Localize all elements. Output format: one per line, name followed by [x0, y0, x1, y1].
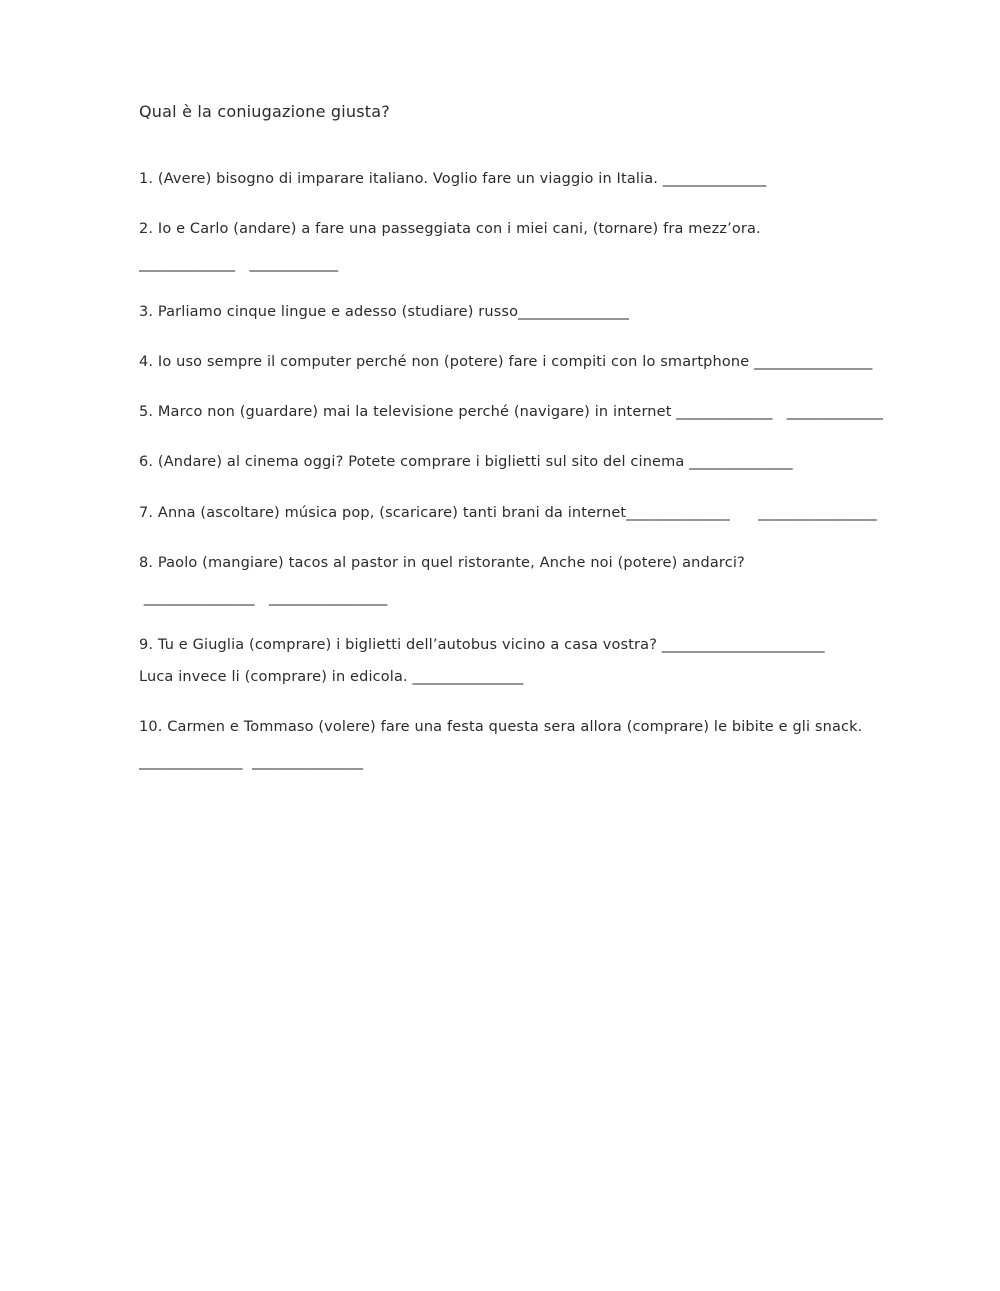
exercise-4-line: 4. Io uso sempre il computer perché non (potere) fare i compiti con lo smartphone ________________	[139, 354, 873, 370]
exercise-2-line: 2. Io e Carlo (andare) a fare una passeggiata con i miei cani, (tornare) fra mezz’ora.	[139, 221, 761, 237]
exercise-5-line: 5. Marco non (guardare) mai la televisione perché (navigare) in internet _____________ _____________	[139, 404, 883, 420]
exercise-3-line: 3. Parliamo cinque lingue e adesso (studiare) russo_______________	[139, 304, 630, 320]
worksheet-title: Qual è la coniugazione giusta?	[139, 102, 390, 121]
exercise-2-blanks: _____________ ____________	[139, 256, 339, 272]
exercise-10-blanks: ______________ _______________	[139, 754, 364, 770]
exercise-8-blanks: _______________ ________________	[139, 590, 388, 606]
exercise-6-line: 6. (Andare) al cinema oggi? Potete comprare i biglietti sul sito del cinema ______________	[139, 454, 793, 470]
exercise-9-line: 9. Tu e Giuglia (comprare) i biglietti dell’autobus vicino a casa vostra? ______________________	[139, 637, 825, 653]
exercise-7-line: 7. Anna (ascoltare) música pop, (scaricare) tanti brani da internet______________ ________________	[139, 505, 877, 521]
exercise-8-line: 8. Paolo (mangiare) tacos al pastor in quel ristorante, Anche noi (potere) andarci?	[139, 555, 745, 571]
exercise-9-continuation: Luca invece li (comprare) in edicola. _______________	[139, 669, 524, 685]
exercise-10-line: 10. Carmen e Tommaso (volere) fare una festa questa sera allora (comprare) le bibite e gli snack.	[139, 719, 863, 735]
exercise-1-line: 1. (Avere) bisogno di imparare italiano. Voglio fare un viaggio in Italia. ______________	[139, 171, 767, 187]
